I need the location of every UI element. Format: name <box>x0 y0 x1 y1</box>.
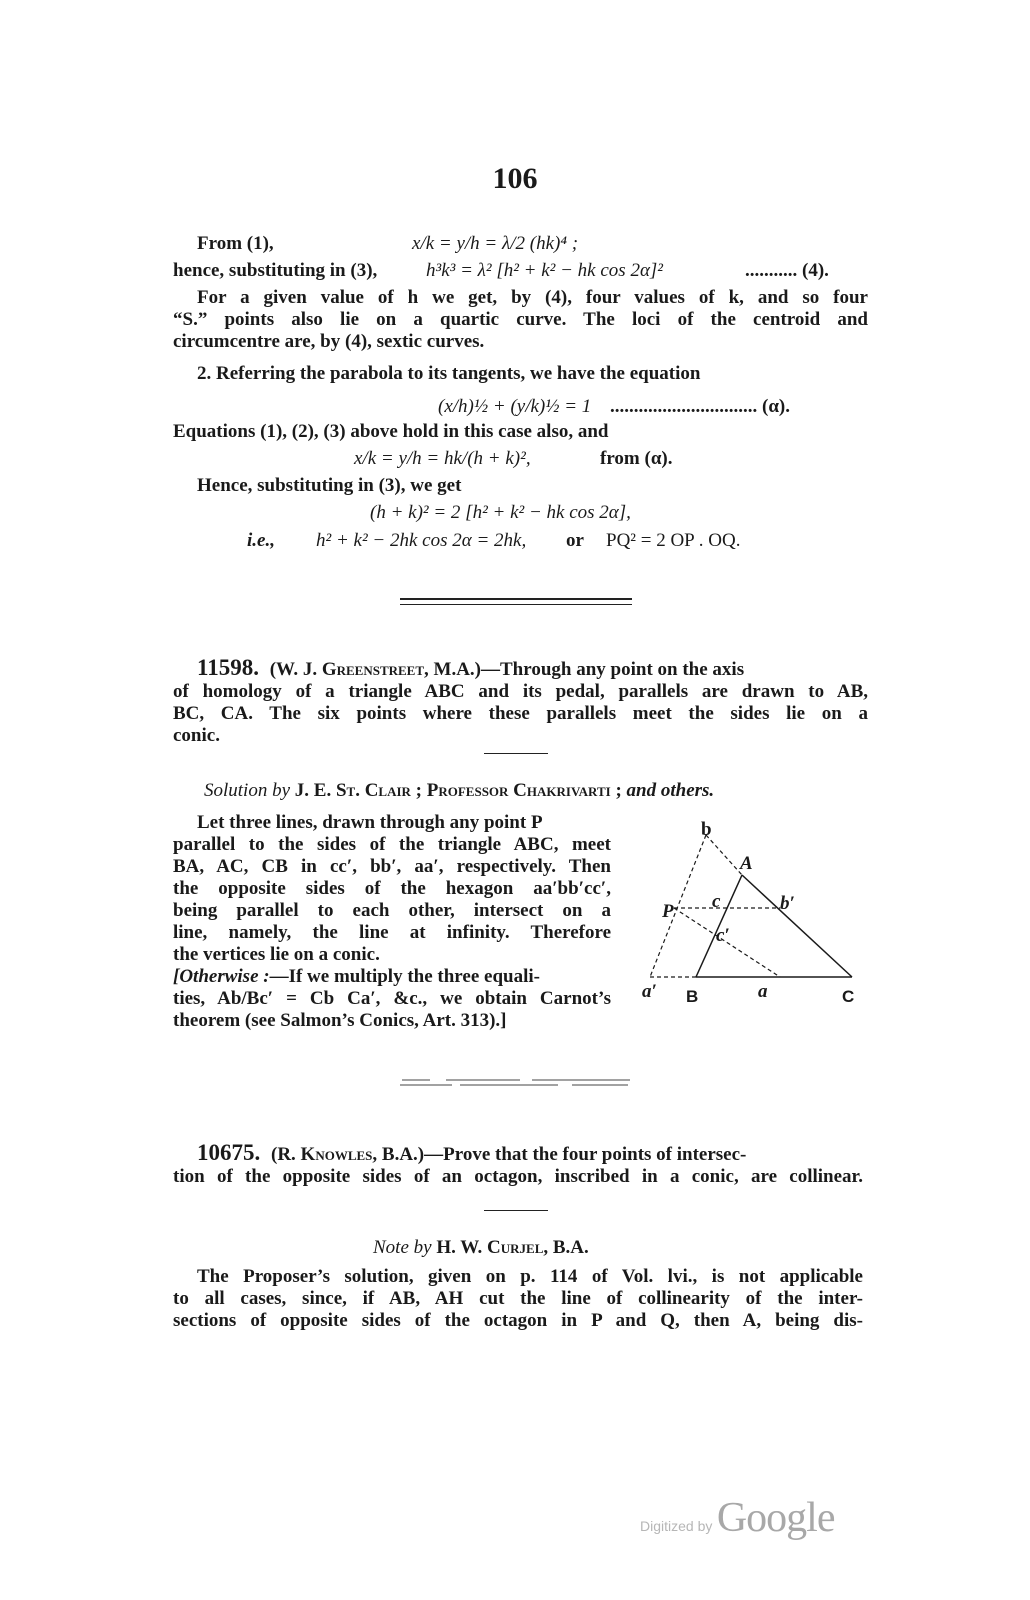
digitized-text: Digitized by <box>640 1518 713 1534</box>
label-c: c <box>712 891 721 912</box>
equation-xk: x/k = y/h = hk/(h + k)², <box>354 448 531 469</box>
label-P: P <box>662 901 674 922</box>
text-line: circumcentre are, by (4), sextic curves. <box>173 331 485 352</box>
equation-alpha: (x/h)½ + (y/k)½ = 1 <box>438 396 592 417</box>
and-others: and others. <box>626 780 715 801</box>
question-text: conic. <box>173 725 220 746</box>
dashed-b-a <box>706 835 742 875</box>
divider-rule <box>400 598 632 600</box>
question-number: 10675. <box>197 1140 261 1165</box>
equation-final: h² + k² − 2hk cos 2α = 2hk, <box>316 530 527 551</box>
solution-text: Let three lines, drawn through any point P <box>197 812 543 833</box>
question-11598-header <box>197 657 744 681</box>
equation-alpha-number: ............................... (α). <box>610 396 791 417</box>
solution-text: line, namely, the line at infinity. Therefore <box>173 922 611 943</box>
text-line: Hence, substituting in (3), we get <box>197 475 462 496</box>
solution-text: parallel to the sides of the triangle ABC, meet <box>173 834 611 855</box>
label-A: A <box>740 853 753 874</box>
ie-label: i.e., <box>247 530 275 551</box>
label-c-prime: c′ <box>716 925 730 946</box>
text-line: Equations (1), (2), (3) above hold in this case also, and <box>173 421 609 442</box>
question-text: of homology of a triangle ABC and its pedal, parallels are drawn to AB, <box>173 681 868 702</box>
label-a: a <box>758 981 768 1002</box>
solvers: J. E. St. Clair ; Professor Chakrivarti ; <box>294 780 622 801</box>
label-b: b <box>701 819 712 840</box>
divider-rule-faded <box>400 1076 632 1088</box>
solution-text: ties, Ab/Bc′ = Cb Ca′, &c., we obtain Carnot’s <box>173 988 611 1009</box>
note-text: The Proposer’s solution, given on p. 114 of Vol. lvi., is not applicable <box>197 1266 863 1287</box>
equation-4: h³k³ = λ² [h² + k² − hk cos 2α]² <box>426 260 664 281</box>
solution-text: BA, AC, CB in cc′, bb′, aa′, respectively. Then <box>173 856 611 877</box>
question-text: —Through any point on the axis <box>481 659 745 680</box>
solution-text <box>173 966 611 988</box>
label-C: C <box>842 987 855 1006</box>
text-line: “S.” points also lie on a quartic curve. The loci of the centroid and <box>173 309 868 330</box>
or-label: or <box>566 530 584 551</box>
side-ac <box>742 875 852 977</box>
equation-4-number: ........... (4). <box>745 260 829 281</box>
note-header <box>373 1237 589 1259</box>
page-number: 106 <box>492 162 538 195</box>
triangle-figure <box>630 805 870 1015</box>
question-text: tion of the opposite sides of an octagon, inscribed in a conic, are collinear. <box>173 1166 863 1187</box>
label-B: B <box>686 987 699 1006</box>
question-text: —Prove that the four points of intersec- <box>424 1144 747 1165</box>
text-line: For a given value of h we get, by (4), four values of k, and so four <box>197 287 868 308</box>
question-text: BC, CA. The six points where these parallels meet the sides lie on a <box>173 703 868 724</box>
note-text: sections of opposite sides of the octagon in P and Q, then A, being dis- <box>173 1310 863 1331</box>
digitized-watermark <box>640 1494 834 1542</box>
equation-pq: PQ² = 2 OP . OQ. <box>606 530 741 551</box>
solution-text: being parallel to each other, intersect on a <box>173 900 611 921</box>
text-line: 2. Referring the parabola to its tangents, we have the equation <box>197 363 701 384</box>
note-by-label: Note by <box>373 1237 432 1258</box>
question-10675-header <box>197 1142 746 1166</box>
hence-text: hence, substituting in (3), <box>173 260 378 281</box>
short-rule <box>484 753 548 754</box>
divider-rule <box>400 604 632 605</box>
label-a-prime: a′ <box>642 981 657 1002</box>
question-number: 11598. <box>197 655 259 680</box>
otherwise-text: —If we multiply the three equali- <box>269 966 540 987</box>
google-logo-text: Google <box>716 1495 835 1541</box>
label-b-prime: b′ <box>780 893 795 914</box>
from-alpha: from (α). <box>600 448 673 469</box>
solution-header <box>204 780 714 802</box>
solution-text: theorem (see Salmon’s Conics, Art. 313).] <box>173 1010 507 1031</box>
question-author: (R. Knowles, B.A.) <box>271 1144 425 1165</box>
solution-text: the vertices lie on a conic. <box>173 944 380 965</box>
note-author: H. W. Curjel, B.A. <box>436 1237 589 1258</box>
equation-hk-sum: (h + k)² = 2 [h² + k² − hk cos 2α], <box>370 502 631 523</box>
solution-text: the opposite sides of the hexagon aa′bb′cc′, <box>173 878 611 899</box>
equation-1: x/k = y/h = λ/2 (hk)⁴ ; <box>412 233 579 254</box>
otherwise-label: [Otherwise : <box>173 966 270 987</box>
note-text: to all cases, since, if AB, AH cut the line of collinearity of the inter- <box>173 1288 863 1309</box>
line-through-p-b-a <box>650 835 706 977</box>
short-rule <box>484 1210 548 1211</box>
from-label: From (1), <box>197 233 274 254</box>
solution-by-label: Solution by <box>204 780 291 801</box>
question-author: (W. J. Greenstreet, M.A.) <box>269 659 481 680</box>
